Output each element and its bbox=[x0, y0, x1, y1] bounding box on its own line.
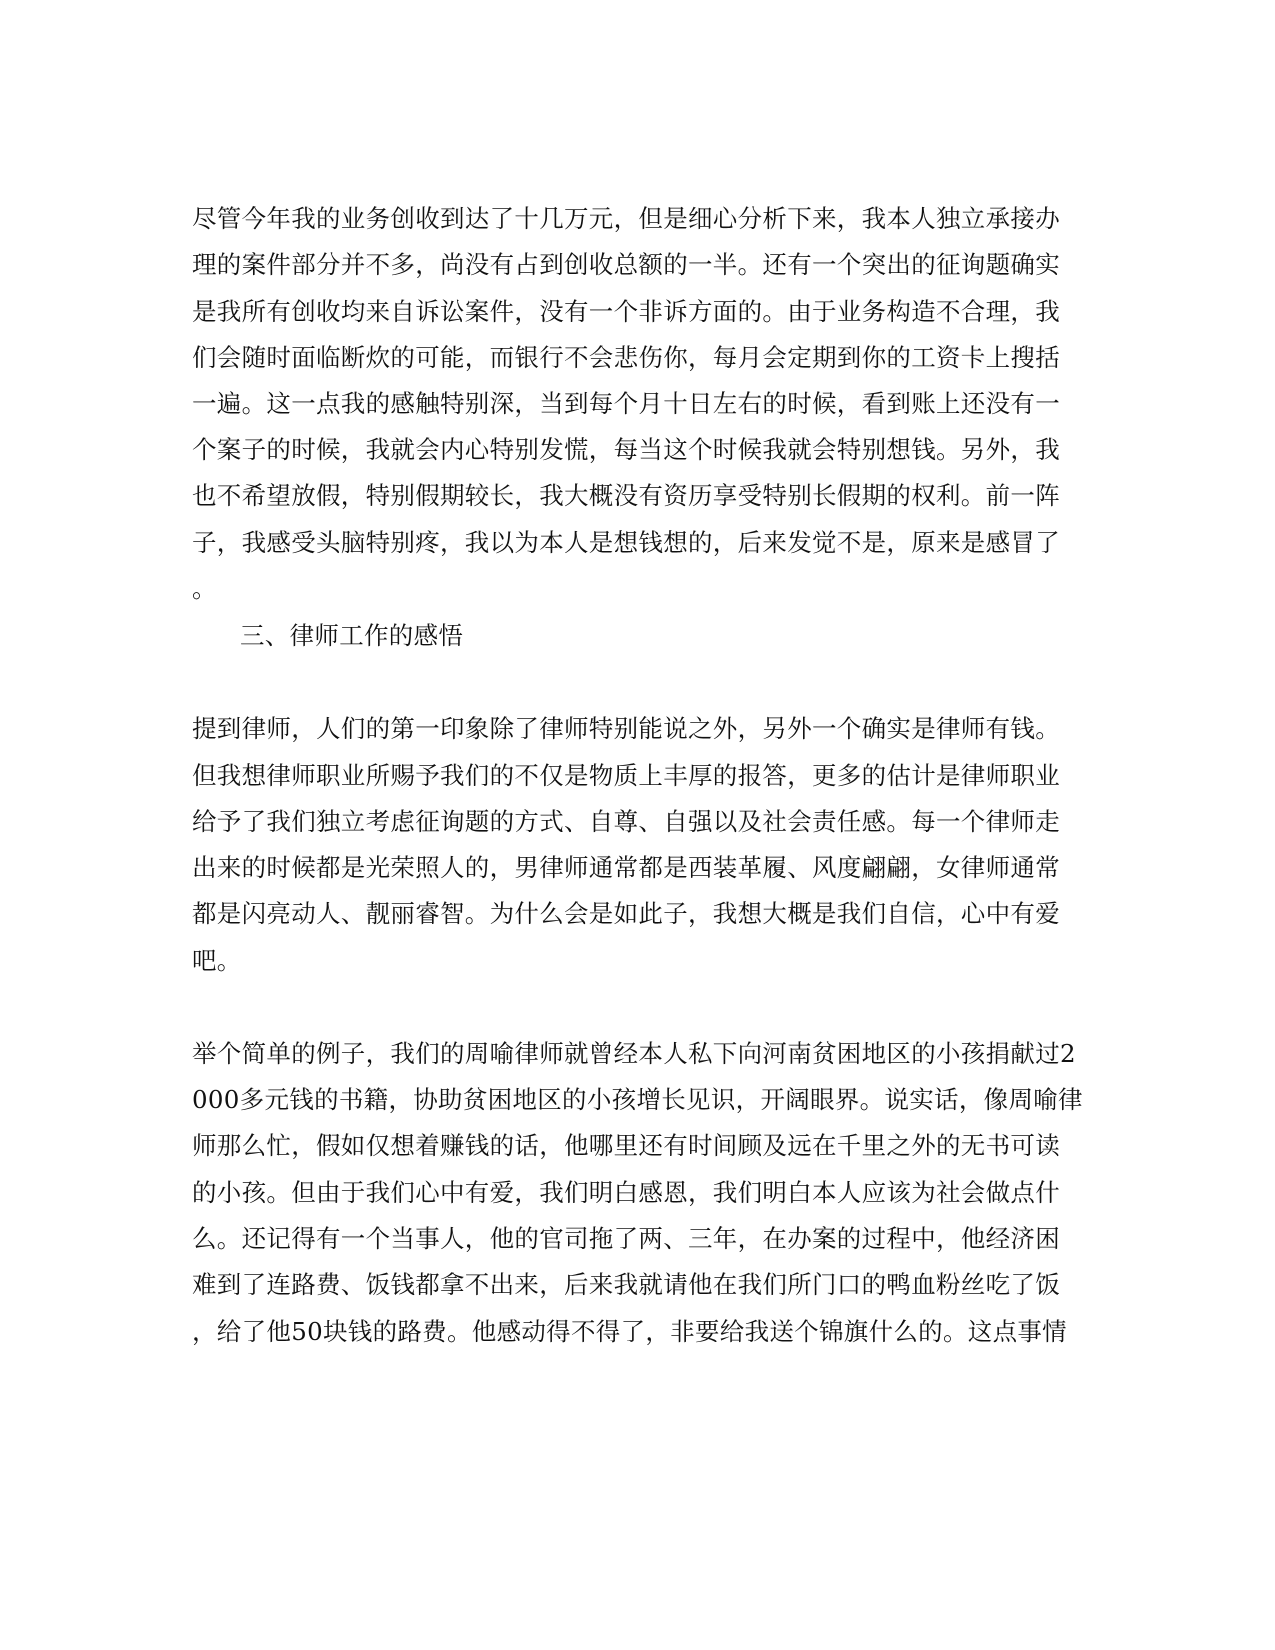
paragraph-1-line: 一遍。这一点我的感触特别深，当到每个月十日左右的时候，看到账上还没有一 bbox=[192, 389, 1060, 418]
paragraph-1-line: 尽管今年我的业务创收到达了十几万元，但是细心分析下来，我本人独立承接办 bbox=[192, 204, 1060, 233]
paragraph-1-line: 们会随时面临断炊的可能，而银行不会悲伤你，每月会定期到你的工资卡上搜括 bbox=[192, 343, 1060, 372]
paragraph-2-line: 吧。 bbox=[192, 946, 242, 975]
paragraph-3-line: 难到了连路费、饭钱都拿不出来，后来我就请他在我们所门口的鸭血粉丝吃了饭 bbox=[192, 1270, 1060, 1299]
paragraph-1-line: 。 bbox=[192, 574, 217, 603]
paragraph-2-line: 都是闪亮动人、靓丽睿智。为什么会是如此子，我想大概是我们自信，心中有爱 bbox=[192, 899, 1060, 928]
paragraph-2-line: 给予了我们独立考虑征询题的方式、自尊、自强以及社会责任感。每一个律师走 bbox=[192, 807, 1060, 836]
paragraph-3-line: 师那么忙，假如仅想着赚钱的话，他哪里还有时间顾及远在千里之外的无书可读 bbox=[192, 1131, 1060, 1160]
paragraph-1-line: 是我所有创收均来自诉讼案件，没有一个非诉方面的。由于业务构造不合理，我 bbox=[192, 297, 1060, 326]
paragraph-2-line: 但我想律师职业所赐予我们的不仅是物质上丰厚的报答，更多的估计是律师职业 bbox=[192, 761, 1060, 790]
paragraph-1-line: 理的案件部分并不多，尚没有占到创收总额的一半。还有一个突出的征询题确实 bbox=[192, 250, 1060, 279]
paragraph-1-line: 子，我感受头脑特别疼，我以为本人是想钱想的，后来发觉不是，原来是感冒了 bbox=[192, 528, 1060, 557]
paragraph-1-line: 个案子的时候，我就会内心特别发慌，每当这个时候我就会特别想钱。另外，我 bbox=[192, 435, 1060, 464]
section-heading: 三、律师工作的感悟 bbox=[240, 621, 464, 650]
paragraph-3-line: 举个简单的例子，我们的周喻律师就曾经本人私下向河南贫困地区的小孩捐献过2 bbox=[192, 1039, 1076, 1068]
paragraph-3-line: 的小孩。但由于我们心中有爱，我们明白感恩，我们明白本人应该为社会做点什 bbox=[192, 1178, 1060, 1207]
paragraph-2-line: 出来的时候都是光荣照人的，男律师通常都是西装革履、风度翩翩，女律师通常 bbox=[192, 853, 1060, 882]
paragraph-2-line: 提到律师，人们的第一印象除了律师特别能说之外，另外一个确实是律师有钱。 bbox=[192, 714, 1060, 743]
paragraph-3-line: ，给了他50块钱的路费。他感动得不得了，非要给我送个锦旗什么的。这点事情 bbox=[192, 1317, 1067, 1346]
paragraph-1-line: 也不希望放假，特别假期较长，我大概没有资历享受特别长假期的权利。前一阵 bbox=[192, 481, 1060, 510]
paragraph-3-line: 000多元钱的书籍，协助贫困地区的小孩增长见识，开阔眼界。说实话，像周喻律 bbox=[192, 1085, 1083, 1114]
paragraph-3-line: 么。还记得有一个当事人，他的官司拖了两、三年，在办案的过程中，他经济困 bbox=[192, 1224, 1060, 1253]
